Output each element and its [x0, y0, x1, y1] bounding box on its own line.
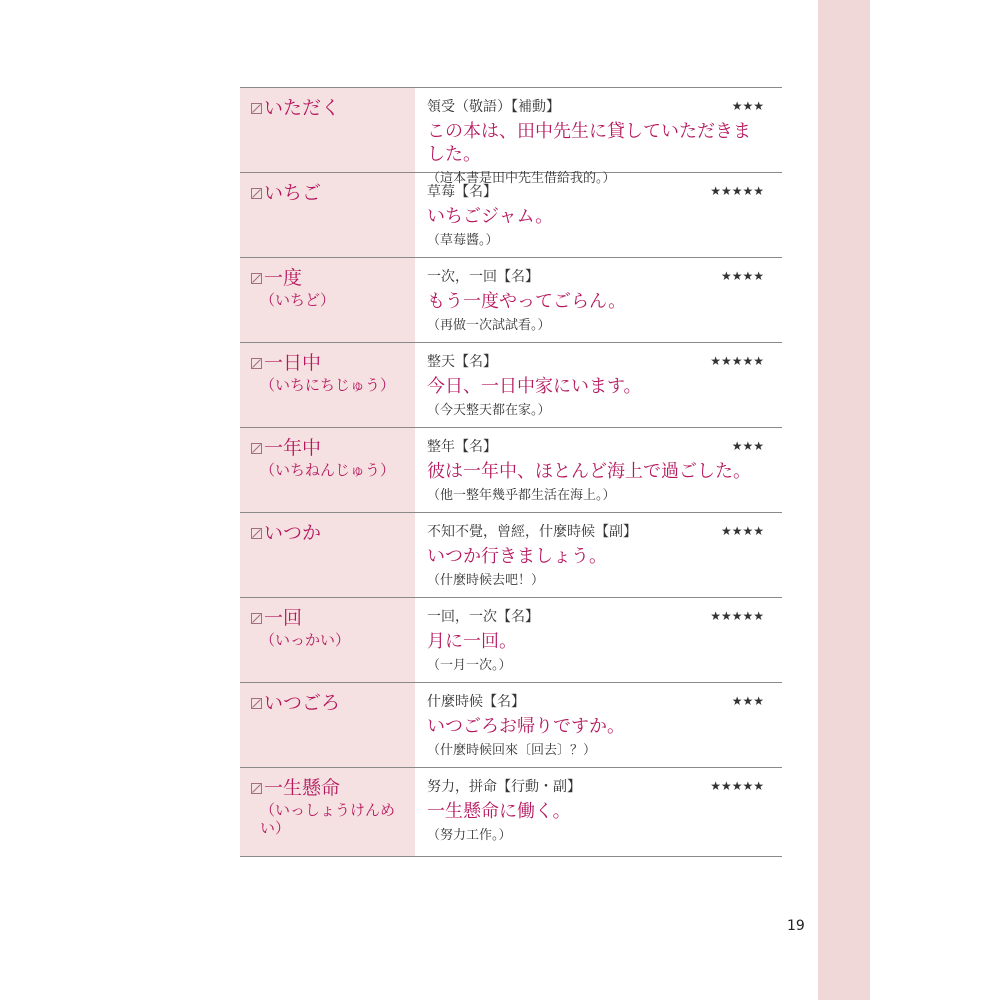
frequency-stars: ★★★ [731, 439, 764, 453]
checkbox-icon[interactable] [251, 188, 262, 199]
meaning-line [427, 691, 764, 711]
checkbox-icon[interactable] [251, 103, 262, 114]
frequency-stars: ★★★★★ [710, 354, 764, 368]
checkbox-icon[interactable] [251, 698, 262, 709]
meaning-text: 草莓【名】 [427, 184, 497, 200]
meaning-text: 一回，一次【名】 [427, 609, 539, 625]
example-translation: （一月一次。） [427, 658, 512, 673]
meaning-text: 一次，一回【名】 [427, 269, 539, 285]
definition-cell [415, 768, 782, 856]
headword: いつごろ [264, 692, 341, 714]
definition-cell [415, 258, 782, 342]
frequency-stars: ★★★ [731, 99, 764, 113]
example-translation: （什麼時候回來〔回去〕？） [427, 743, 597, 758]
example-sentence: もう一度やってごらん。 [427, 291, 627, 312]
meaning-line [427, 96, 764, 116]
headword: 一生懸命 [264, 777, 341, 799]
checkbox-icon[interactable] [251, 273, 262, 284]
meaning-line [427, 266, 764, 286]
example-sentence: 今日、一日中家にいます。 [427, 376, 642, 397]
headword-line [251, 776, 415, 800]
checkbox-icon[interactable] [251, 783, 262, 794]
definition-cell [415, 88, 782, 186]
definition-cell [415, 683, 782, 767]
headword: 一度 [264, 267, 303, 289]
checkbox-icon[interactable] [251, 613, 262, 624]
checkbox-icon[interactable] [251, 528, 262, 539]
meaning-text: 整天【名】 [427, 354, 497, 370]
vocabulary-entry [240, 683, 782, 768]
vocabulary-entry [240, 513, 782, 598]
headword-line [251, 436, 415, 460]
example-translation: （草莓醬。） [427, 233, 499, 248]
frequency-stars: ★★★★ [720, 524, 764, 538]
headword-reading: （いっかい） [260, 631, 351, 649]
example-sentence: 彼は一年中、ほとんど海上で過ごした。 [427, 461, 751, 482]
example-translation: （再做一次試試看。） [427, 318, 551, 333]
headword-cell [240, 343, 415, 427]
headword-reading: （いっしょうけんめい） [260, 801, 396, 837]
headword-cell [240, 173, 415, 257]
meaning-line [427, 436, 764, 456]
checkbox-icon[interactable] [251, 443, 262, 454]
vocabulary-entry [240, 173, 782, 258]
meaning-line [427, 181, 764, 201]
headword-cell [240, 513, 415, 597]
meaning-line [427, 606, 764, 626]
vocabulary-table [240, 87, 782, 857]
headword-line [251, 96, 415, 120]
headword-reading: （いちねんじゅう） [260, 461, 396, 479]
vocabulary-entry [240, 768, 782, 857]
meaning-text: 不知不覺，曾經，什麼時候【副】 [427, 524, 637, 540]
headword-line [251, 266, 415, 290]
meaning-text: 努力，拼命【行動・副】 [427, 779, 581, 795]
frequency-stars: ★★★★★ [710, 184, 764, 198]
meaning-text: 什麼時候【名】 [427, 694, 525, 710]
frequency-stars: ★★★★★ [710, 609, 764, 623]
definition-cell [415, 173, 782, 257]
headword-cell [240, 428, 415, 512]
headword-reading: （いちど） [260, 291, 336, 309]
headword-cell [240, 683, 415, 767]
example-translation: （努力工作。） [427, 828, 512, 843]
meaning-text: 領受（敬語）【補動】 [427, 99, 560, 115]
headword: いちご [264, 182, 322, 204]
headword-cell [240, 598, 415, 682]
example-translation: （這本書是田中先生借給我的。） [427, 171, 616, 186]
headword: 一回 [264, 607, 303, 629]
headword-reading: （いちにちじゅう） [260, 376, 396, 394]
headword-cell [240, 258, 415, 342]
vocabulary-entry [240, 88, 782, 186]
example-sentence: いつか行きましょう。 [427, 546, 607, 567]
headword-line [251, 691, 415, 715]
example-translation: （什麼時候去吧！） [427, 573, 545, 588]
example-translation: （今天整天都在家。） [427, 403, 551, 418]
headword-line [251, 181, 415, 205]
headword: いつか [264, 522, 322, 544]
page-number: 19 [787, 918, 805, 934]
example-sentence: いつごろお帰りですか。 [427, 716, 625, 737]
example-sentence: いちごジャム。 [427, 206, 554, 227]
frequency-stars: ★★★★★ [710, 779, 764, 793]
side-band [818, 0, 870, 1000]
meaning-line [427, 521, 764, 541]
headword-line [251, 351, 415, 375]
definition-cell [415, 343, 782, 427]
frequency-stars: ★★★★ [720, 269, 764, 283]
headword-cell [240, 768, 415, 856]
headword: いただく [264, 97, 341, 119]
definition-cell [415, 513, 782, 597]
meaning-text: 整年【名】 [427, 439, 497, 455]
vocabulary-entry [240, 343, 782, 428]
headword-cell [240, 88, 415, 172]
headword: 一日中 [264, 352, 322, 374]
example-sentence: 一生懸命に働く。 [427, 801, 571, 822]
vocabulary-entry [240, 258, 782, 343]
headword-line [251, 606, 415, 630]
meaning-line [427, 351, 764, 371]
meaning-line [427, 776, 764, 796]
vocabulary-entry [240, 428, 782, 513]
vocabulary-entry [240, 598, 782, 683]
definition-cell [415, 598, 782, 682]
checkbox-icon[interactable] [251, 358, 262, 369]
headword: 一年中 [264, 437, 322, 459]
frequency-stars: ★★★ [731, 694, 764, 708]
example-sentence: 月に一回。 [427, 631, 517, 652]
definition-cell [415, 428, 782, 512]
headword-line [251, 521, 415, 545]
example-sentence: この本は、田中先生に貸していただきました。 [427, 121, 751, 165]
example-translation: （他一整年幾乎都生活在海上。） [427, 488, 616, 503]
